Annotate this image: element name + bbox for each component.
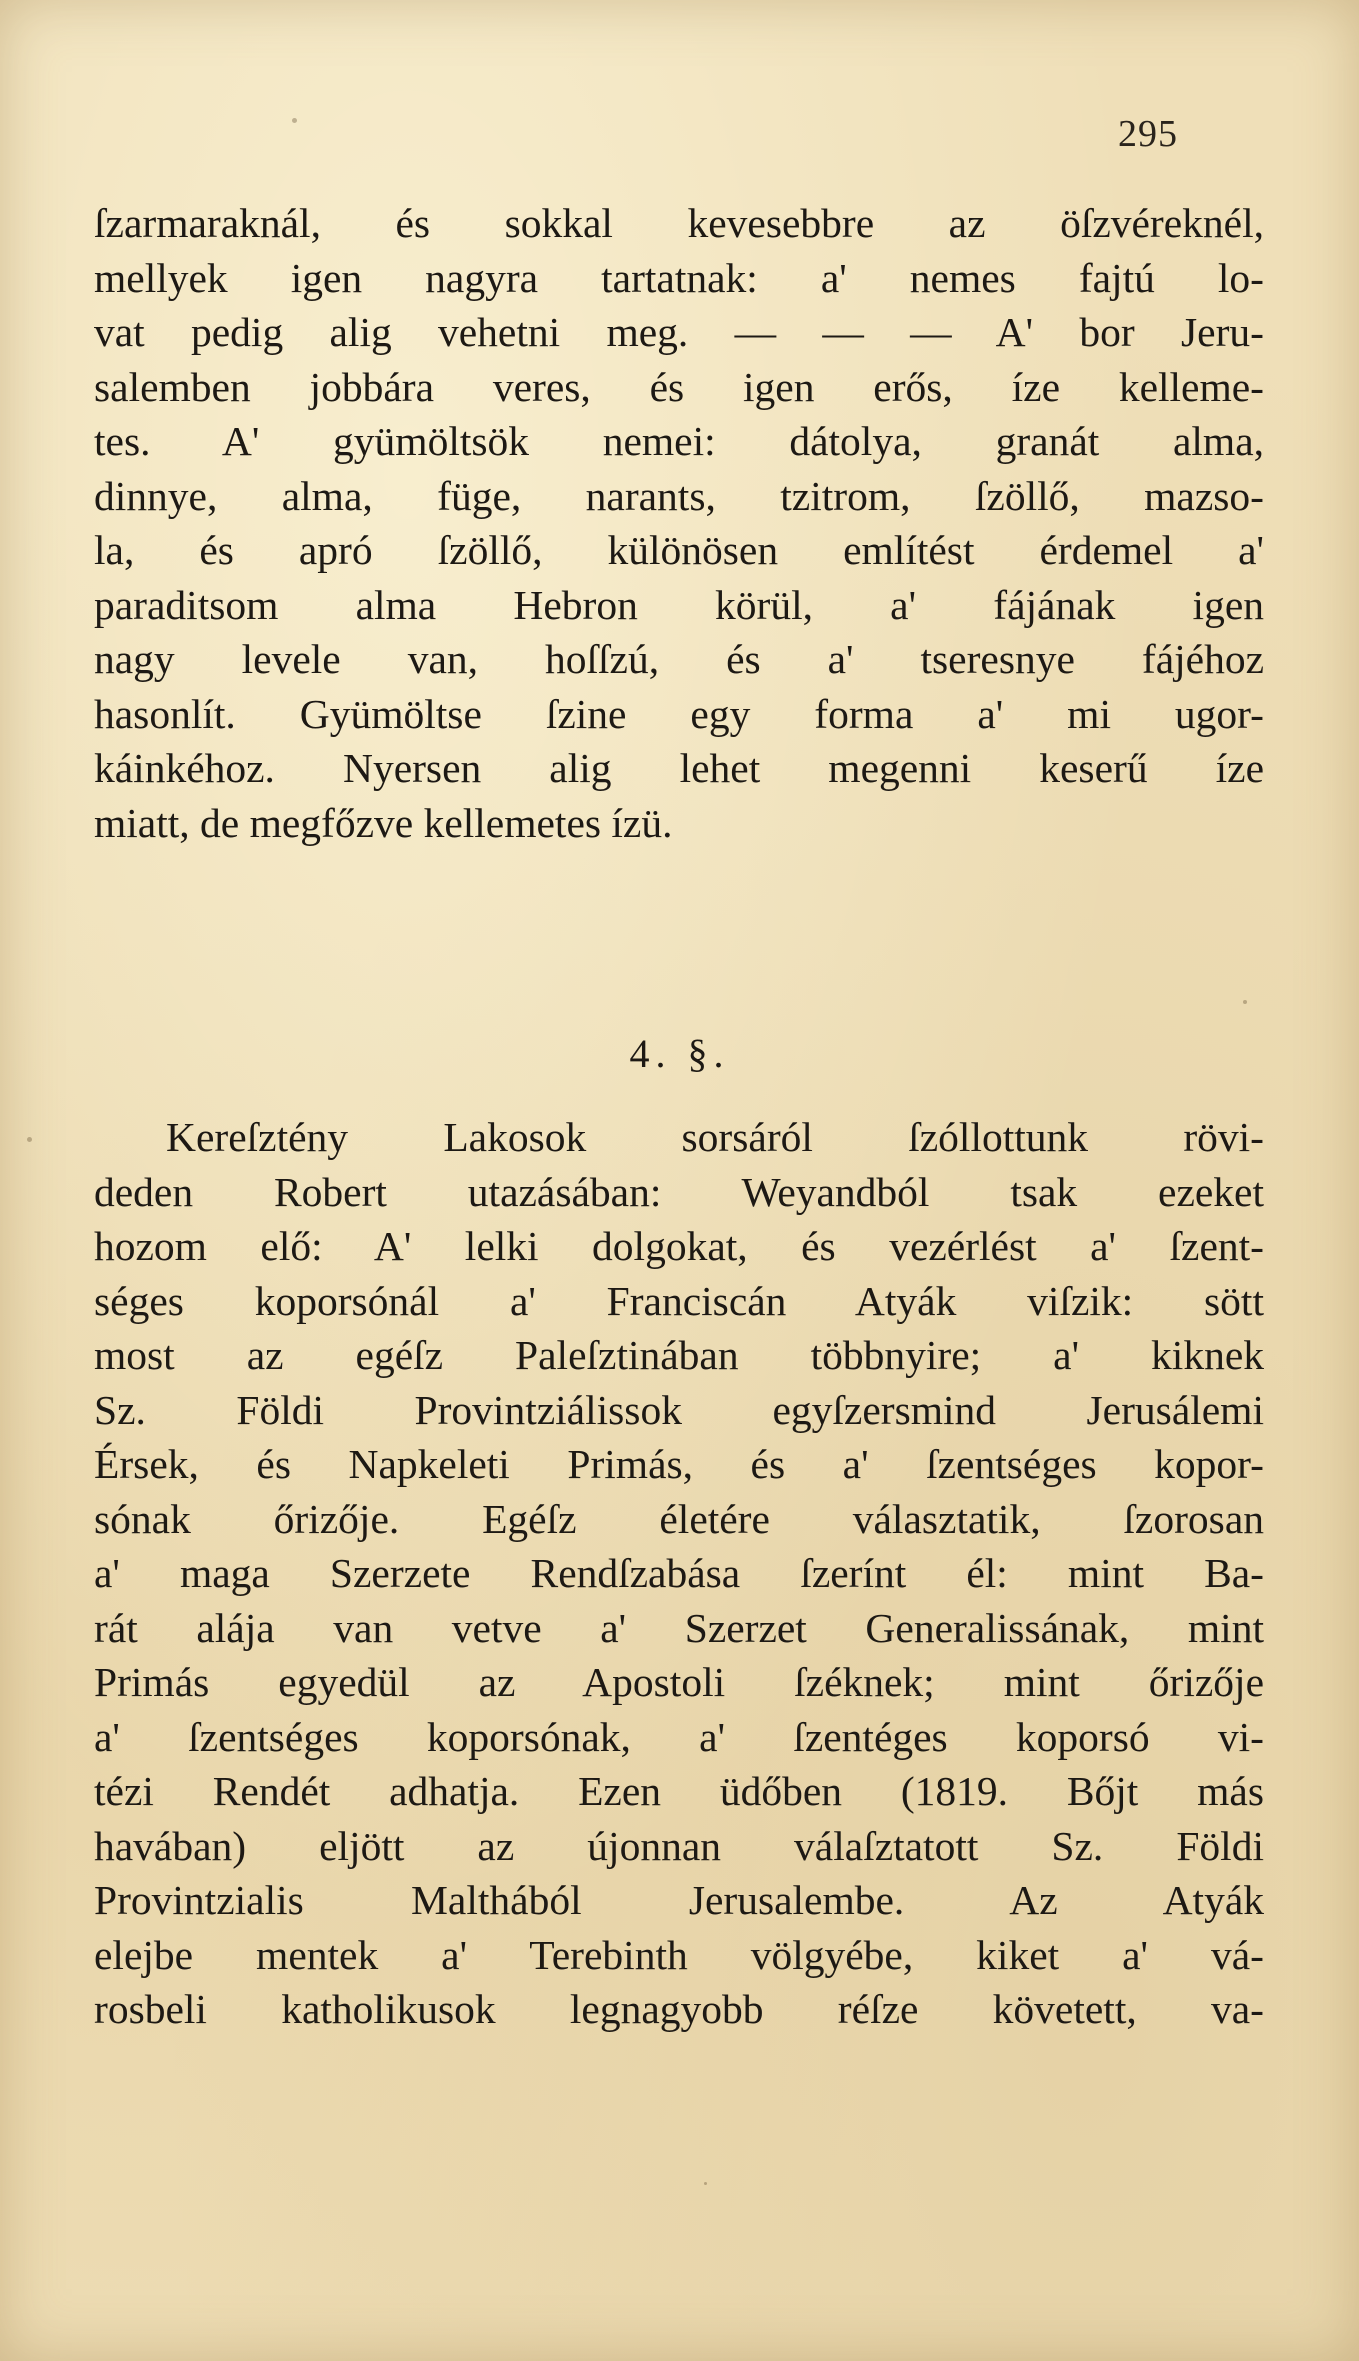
text-line: mellyek igen nagyra tartatnak: a' nemes fajtú lo- (94, 254, 1264, 301)
paragraph-2 (94, 1110, 1264, 2037)
text-line: nagy levele van, hoſſzú, és a' tseresnye fájéhoz (94, 636, 1264, 682)
paragraph-1 (94, 196, 1264, 850)
text-line: tézi Rendét adhatja. Ezen üdőben (1819. Bőjt más (94, 1768, 1264, 1814)
paper-speck (1243, 1000, 1247, 1004)
text-line: hozom elő: A' lelki dolgokat, és vezérlést a' ſzent- (94, 1223, 1264, 1269)
text-line: séges koporsónál a' Franciscán Atyák viſzik: sött (94, 1277, 1264, 1324)
text-line: a' maga Szerzete Rendſzabása ſzerínt él: mint Ba- (94, 1550, 1264, 1596)
text-line: Primás egyedül az Apostoli ſzéknek; mint őrizője (94, 1659, 1264, 1705)
text-line: miatt, de megfőzve kellemetes ízü. (94, 799, 673, 846)
text-line: vat pedig alig vehetni meg. — — — A' bor Jeru- (94, 309, 1264, 355)
text-line: Sz. Földi Provintziálissok egyſzersmind Jerusálemi (94, 1386, 1264, 1433)
text-line: Érsek, és Napkeleti Primás, és a' ſzentséges kopor- (94, 1441, 1264, 1487)
page-number: 295 (1118, 113, 1178, 155)
text-line: sónak őrizője. Egéſz életére választatik, ſzorosan (94, 1495, 1264, 1542)
text-line: paraditsom alma Hebron körül, a' fájának igen (94, 581, 1264, 628)
section-heading: 4. §. (629, 1031, 730, 1076)
text-line: havában) eljött az újonnan válaſztatott Sz. Földi (94, 1822, 1264, 1869)
text-line: salemben jobbára veres, és igen erős, íze kelleme- (94, 363, 1264, 410)
text-line: tes. A' gyümöltsök nemei: dátolya, granát alma, (94, 418, 1264, 464)
text-line: rosbeli katholikusok legnagyobb réſze követett, va- (94, 1986, 1264, 2032)
text-line: Kereſztény Lakosok sorsáról ſzóllottunk rövi- (166, 1114, 1264, 1160)
text-line: a' ſzentséges koporsónak, a' ſzentéges koporsó vi- (94, 1713, 1264, 1760)
paper-speck (292, 118, 297, 123)
text-line: hasonlít. Gyümöltse ſzine egy forma a' mi ugor- (94, 690, 1264, 737)
paper-speck (27, 1137, 32, 1142)
text-line: deden Robert utazásában: Weyandból tsak ezeket (94, 1168, 1264, 1215)
text-line: Provintzialis Malthából Jerusalembe. Az Atyák (94, 1877, 1264, 1923)
paper-speck (704, 2182, 707, 2185)
text-line: elejbe mentek a' Terebinth völgyébe, kiket a' vá- (94, 1931, 1264, 1978)
text-line: káinkéhoz. Nyersen alig lehet megenni keserű íze (94, 745, 1264, 791)
text-line: rát alája van vetve a' Szerzet Generalissának, mint (94, 1604, 1264, 1651)
text-line: dinnye, alma, füge, narants, tzitrom, ſzöllő, mazso- (94, 472, 1264, 519)
text-line: la, és apró ſzöllő, különösen említést érdemel a' (94, 527, 1264, 573)
text-line: most az egéſz Paleſztinában többnyire; a' kiknek (94, 1332, 1264, 1378)
text-line: ſzarmaraknál, és sokkal kevesebbre az öſzvéreknél, (94, 200, 1264, 246)
